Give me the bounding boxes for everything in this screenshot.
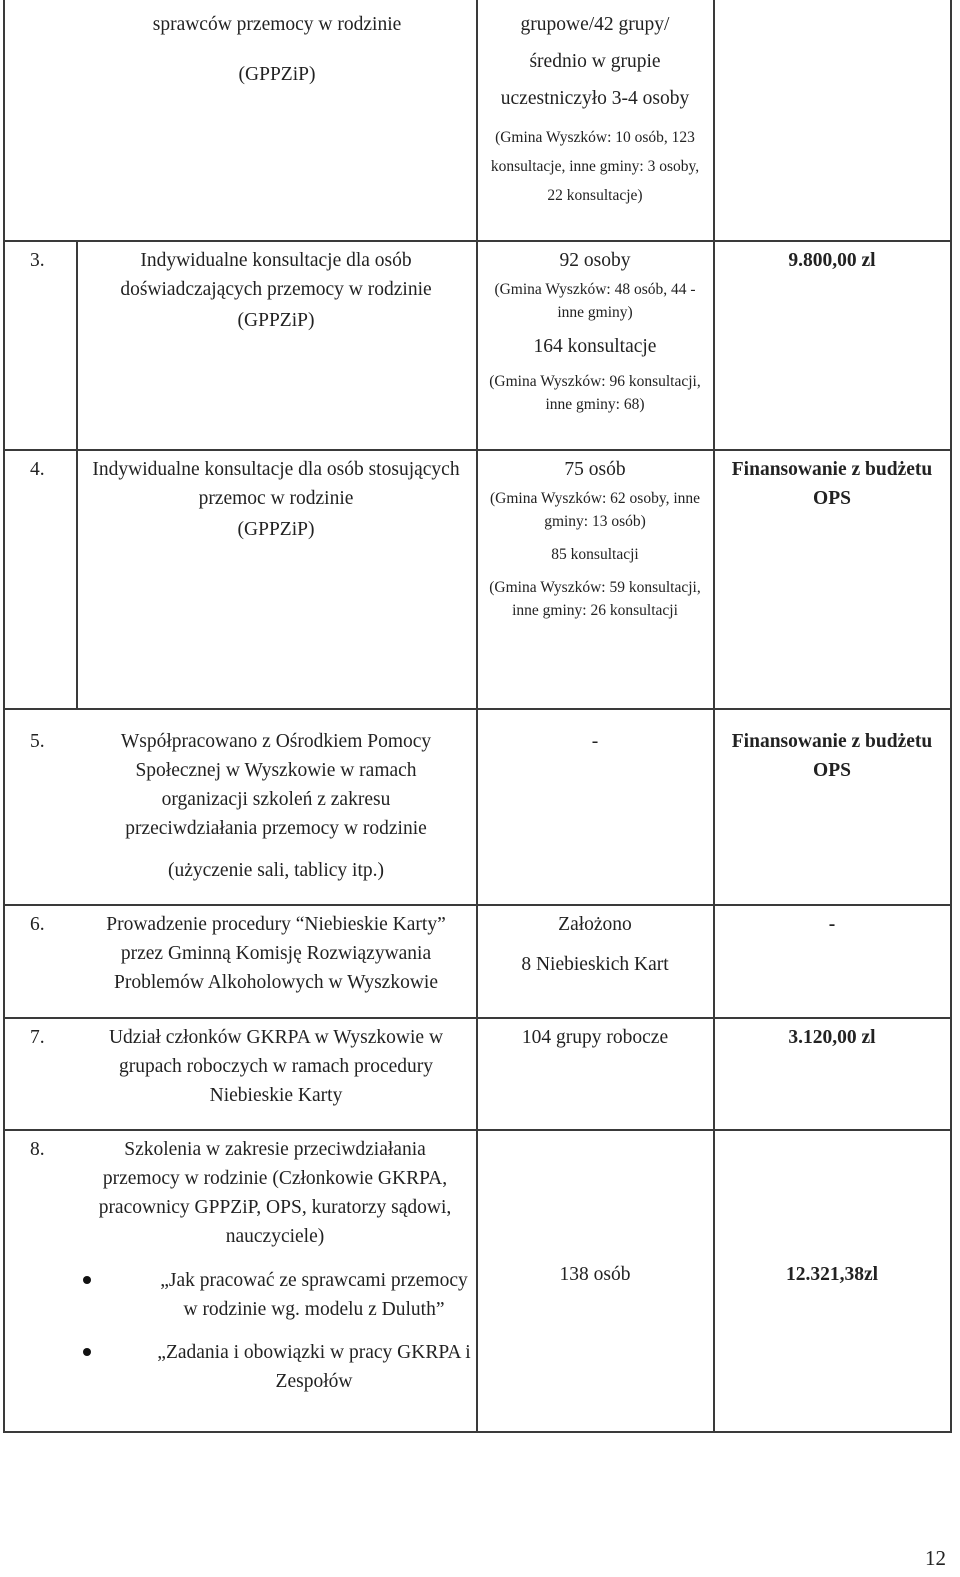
row8-bullet-1-text: „Jak pracować ze sprawcami przemocy w rodzinie wg. modelu z Duluth” xyxy=(160,1270,468,1320)
row3-cost: 9.800,00 zl xyxy=(788,250,876,271)
row6-result-line2: 8 Niebieskich Kart xyxy=(521,954,669,975)
row2-result-line2: średnio w grupie xyxy=(529,51,661,72)
row5-desc-line1: Współpracowano z Ośrodkiem Pomocy Społecznej w Wyszkowie w ramach organizacji szkoleń z zakresu przeciwdziałania przemocy w rodzinie xyxy=(120,731,432,839)
row4-result-detail1: (Gmina Wyszków: 62 osoby, inne gminy: 13 osób) xyxy=(489,490,700,530)
row3-number: 3. xyxy=(30,250,45,271)
row5-description xyxy=(84,727,468,885)
row-divider xyxy=(3,904,952,906)
row-divider xyxy=(3,1129,952,1131)
row4-number: 4. xyxy=(30,459,45,480)
row5-result: - xyxy=(591,731,599,752)
row6-result-line1: Założono xyxy=(558,914,632,935)
column-divider xyxy=(476,0,478,1433)
row4-result-detail2: 85 konsultacji xyxy=(551,546,639,563)
row7-cost: 3.120,00 zl xyxy=(788,1027,876,1048)
page-number: 12 xyxy=(925,1546,946,1570)
bullet-icon xyxy=(83,1276,91,1284)
row8-cost: 12.321,38zl xyxy=(785,1264,879,1285)
row4-result-detail3: (Gmina Wyszków: 59 konsultacji, inne gminy: 26 konsultacji xyxy=(489,579,701,619)
row6-number: 6. xyxy=(30,914,45,935)
column-divider xyxy=(713,0,715,1433)
row5-number: 5. xyxy=(30,731,45,752)
row3-result-detail1: (Gmina Wyszków: 48 osób, 44 - inne gminy) xyxy=(494,281,696,321)
row2-desc-line1: sprawców przemocy w rodzinie xyxy=(152,14,402,35)
row-divider xyxy=(3,449,952,451)
table-border-right xyxy=(950,0,952,1433)
row-divider xyxy=(3,708,952,710)
row2-description xyxy=(80,10,474,89)
bullet-icon xyxy=(83,1348,91,1356)
row8-description xyxy=(78,1135,472,1396)
row8-result: 138 osób xyxy=(559,1264,631,1285)
table-border-left xyxy=(3,0,5,1433)
row3-result-line1: 92 osoby xyxy=(559,250,631,271)
row7-number: 7. xyxy=(30,1027,45,1048)
row3-description xyxy=(88,246,464,335)
row5-desc-line2: (użyczenie sali, tablicy itp.) xyxy=(167,860,385,881)
row8-desc-intro: Szkolenia w zakresie przeciwdziałania przemocy w rodzinie (Członkowie GKRPA, pracownicy GPPZiP, OPS, kuratorzy sądowi, nauczyciele) xyxy=(98,1139,452,1247)
row6-cost: - xyxy=(828,914,836,935)
row6-description: Prowadzenie procedury “Niebieskie Karty” przez Gminną Komisję Rozwiązywania Problemów Alkoholowych w Wyszkowie xyxy=(106,914,446,993)
row7-description: Udział członków GKRPA w Wyszkowie w grupach roboczych w ramach procedury Niebieskie Karty xyxy=(108,1027,444,1106)
row4-desc-line2: (GPPZiP) xyxy=(237,519,315,540)
row3-desc-line2: (GPPZiP) xyxy=(237,310,315,331)
row8-bullet-2 xyxy=(156,1338,472,1396)
table-border-bottom xyxy=(3,1431,952,1433)
row6-result xyxy=(484,910,706,979)
row7-result: 104 grupy robocze xyxy=(521,1027,669,1048)
row2-result-line1: grupowe/42 grupy/ xyxy=(520,14,670,35)
row5-cost: Finansowanie z budżetu OPS xyxy=(731,731,933,781)
row8-number: 8. xyxy=(30,1139,45,1160)
row-divider xyxy=(3,1017,952,1019)
row4-result-line1: 75 osób xyxy=(564,459,626,480)
row2-result-line3: uczestniczyło 3-4 osoby xyxy=(500,88,690,109)
row8-bullet-1 xyxy=(156,1266,472,1324)
row4-result xyxy=(484,455,706,622)
row4-cost: Finansowanie z budżetu OPS xyxy=(731,459,933,509)
row2-result xyxy=(480,10,710,210)
column-divider xyxy=(76,240,78,708)
row2-desc-line2: (GPPZiP) xyxy=(238,64,316,85)
row3-desc-line1: Indywidualne konsultacje dla osób doświadczających przemocy w rodzinie xyxy=(120,250,432,300)
row8-bullet-2-text: „Zadania i obowiązki w pracy GKRPA i Zespołów xyxy=(157,1342,471,1392)
row3-result-detail2: (Gmina Wyszków: 96 konsultacji, inne gminy: 68) xyxy=(489,373,701,413)
row3-result xyxy=(484,246,706,416)
row-divider xyxy=(3,240,952,242)
row4-description xyxy=(88,455,464,544)
row3-result-line2: 164 konsultacje xyxy=(533,336,657,357)
row2-result-detail: (Gmina Wyszków: 10 osób, 123 konsultacje, inne gminy: 3 osoby, 22 konsultacje) xyxy=(490,129,700,204)
row4-desc-line1: Indywidualne konsultacje dla osób stosujących przemoc w rodzinie xyxy=(92,459,460,509)
